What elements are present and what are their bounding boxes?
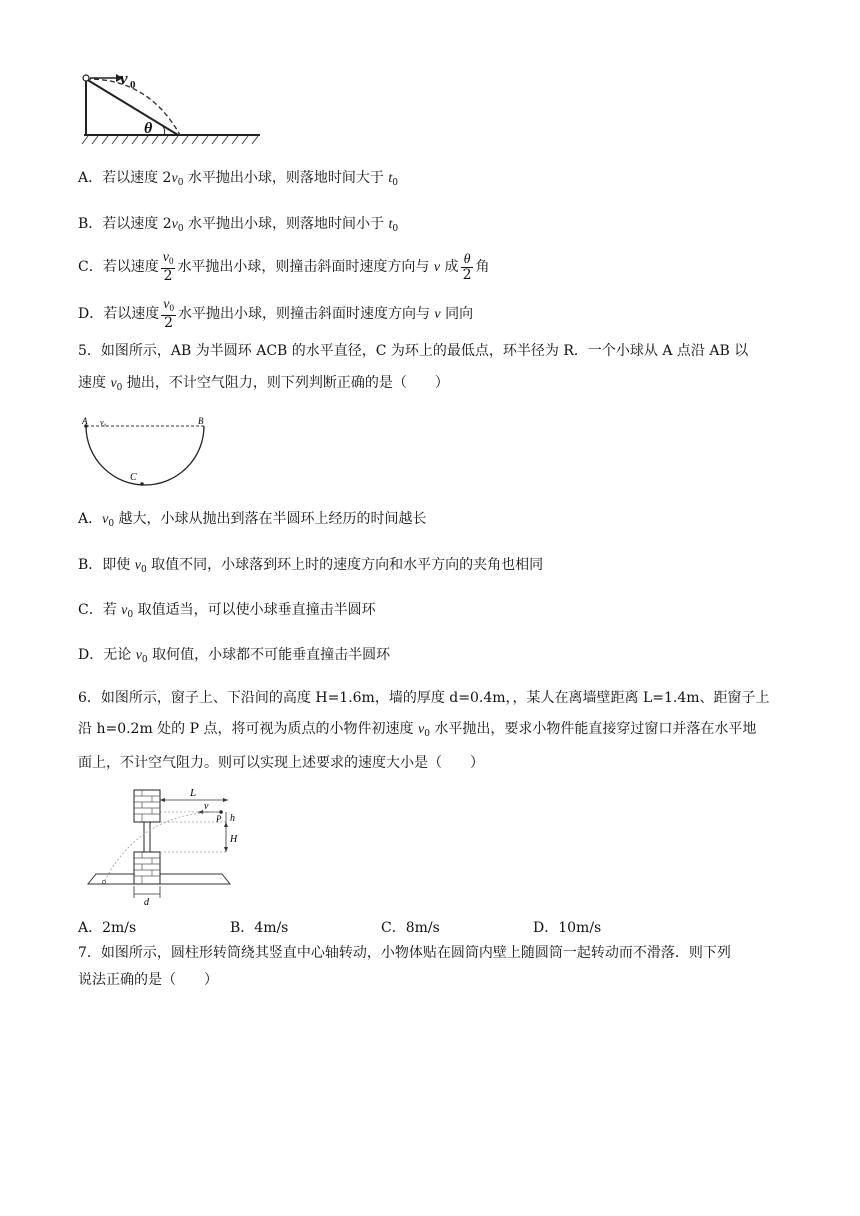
point-b-label: B [198,416,204,426]
point-c-label: C [130,472,137,483]
q5-option-c[interactable]: C．若 $v_0$ 取值适当，可以使小球垂直撞击半圆环 [78,602,376,620]
q4-option-d[interactable]: D．若以速度 $\frac{v_0}{2}$ 水平抛出小球，则撞击斜面时速度方向与 v 同向 [78,297,474,331]
incline-figure [78,70,264,148]
thickness-d-label: d [144,897,149,908]
q5-stem-line2: 速度 $v_0$ 抛出，不计空气阻力，则下列判断正确的是（ ） [78,375,449,393]
fraction-v0-over-2: $\frac{v_0}{2}$ [163,297,174,331]
q6-stem-line1: 6．如图所示，窗子上、下沿间的高度 H=1.6m，墙的厚度 d=0.4m，，某人在离墙壁距离 L=1.4m、距窗子上 [78,690,770,706]
v0-sub: 0 [130,79,136,91]
q4-option-a[interactable]: A．若以速度 $2v_0$ 水平抛出小球，则落地时间大于 $t_0$ [78,170,398,188]
q6-option-d[interactable]: D．10m/s [533,920,602,936]
q5-stem-line1: 5．如图所示，AB 为半圆环 ACB 的水平直径，C 为环上的最低点，环半径为 R．一个小球从 A 点沿 AB 以 [78,343,749,359]
theta-label: θ [144,120,153,137]
q6-option-b[interactable]: B．4m/s [230,920,289,936]
fraction-theta-over-2: $\frac{\theta}{2}$ [462,251,472,283]
q5-option-b[interactable]: B．即使 $v_0$ 取值不同，小球落到环上时的速度方向和水平方向的夹角也相同 [78,557,544,575]
q6-option-c[interactable]: C．8m/s [381,920,440,936]
fraction-v0-over-2: $\frac{v_0}{2}$ [162,250,174,284]
point-a-label: A [82,416,88,426]
q6-option-a[interactable]: A．2m/s [78,920,137,936]
q4-option-c[interactable]: C．若以速度 $\frac{v_0}{2}$ 水平抛出小球，则撞击斜面时速度方向与 v 成 $\frac{\theta}{2}$ 角 [78,250,490,284]
point-p-label: P [216,814,222,824]
q7-stem-line1: 7．如图所示，圆柱形转筒绕其竖直中心轴转动，小物体贴在圆筒内壁上随圆筒一起转动而不滑落．则下列 [78,945,731,961]
semicircle-figure [80,414,210,490]
v0-label: v [120,70,128,88]
length-l-label: L [190,787,197,799]
window-wall-figure [80,784,240,908]
q7-stem-line2: 说法正确的是（ ） [78,972,218,988]
velocity-v-label: v [204,801,209,812]
v0-label: v₀ [100,418,107,427]
q5-option-a[interactable]: A．$v_0$ 越大，小球从抛出到落在半圆环上经历的时间越长 [78,511,427,529]
height-hh-label: H [230,834,238,845]
q6-stem-line3: 面上，不计空气阻力。则可以实现上述要求的速度大小是（ ） [78,755,484,771]
q4-option-b[interactable]: B．若以速度 $2v_0$ 水平抛出小球，则落地时间小于 $t_0$ [78,216,399,234]
q5-option-d[interactable]: D．无论 $v_0$ 取何值，小球都不可能垂直撞击半圆环 [78,647,391,665]
height-h-label: h [230,813,235,824]
q6-stem-line2: 沿 h=0.2m 处的 P 点，将可视为质点的小物件初速度 $v_0$ 水平抛出，要求小物件能直接穿过窗口并落在水平地 [78,721,757,739]
